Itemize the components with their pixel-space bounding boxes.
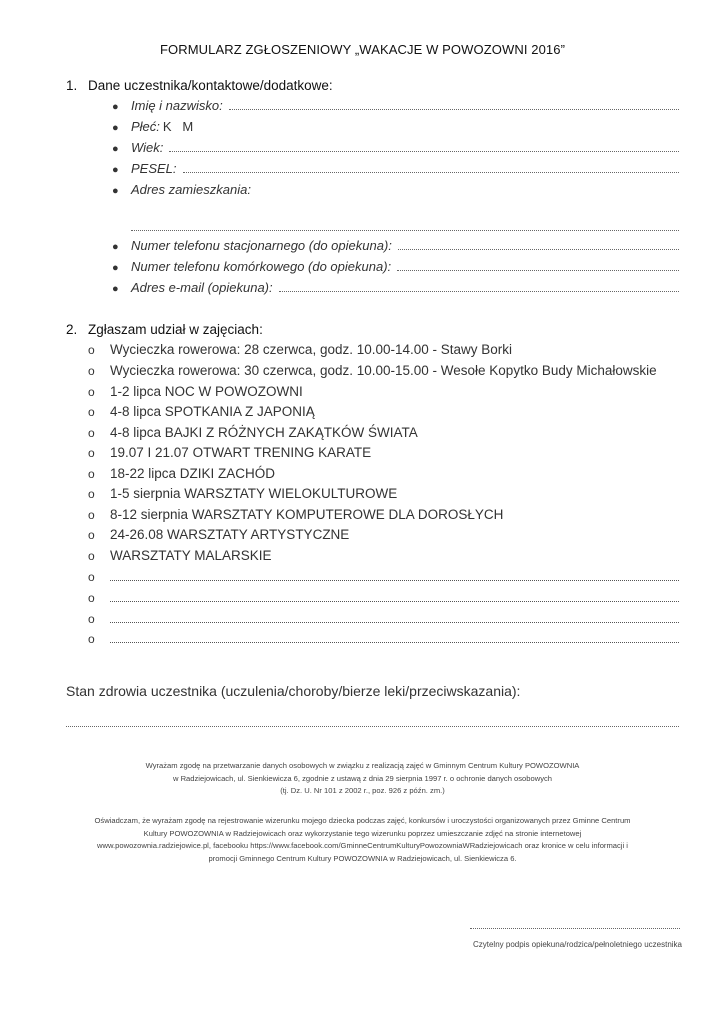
field-mobile[interactable]	[112, 259, 679, 277]
section2-number: 2.	[66, 322, 78, 337]
field-pesel-line[interactable]	[183, 162, 679, 173]
option-label: 1-2 lipca NOC W POWOZOWNI	[110, 384, 303, 399]
option-row[interactable]	[88, 404, 679, 423]
section2-heading	[66, 322, 263, 337]
checkbox-circle-icon[interactable]: o	[88, 487, 95, 501]
option-row[interactable]	[88, 363, 679, 382]
field-address-label: Adres zamieszkania:	[131, 182, 251, 197]
bullet-icon: ●	[112, 283, 119, 295]
blank-option-row[interactable]	[88, 590, 679, 609]
image-consent-line: www.powozownia.radziejowice.pl, facebooku https://www.facebook.com/GminneCentrumKulturyPowozowniaWRadziejowicach oraz kronice w celu informacji i	[97, 841, 628, 851]
checkbox-circle-icon[interactable]: o	[88, 364, 95, 378]
image-consent	[0, 815, 725, 865]
field-mobile-label: Numer telefonu komórkowego (do opiekuna):	[131, 259, 392, 274]
option-row[interactable]	[88, 466, 679, 485]
option-label: 24-26.08 WARSZTATY ARTYSTYCZNE	[110, 527, 350, 542]
option-label: WARSZTATY MALARSKIE	[110, 548, 272, 563]
bullet-icon: ●	[112, 101, 119, 113]
blank-option-line[interactable]	[110, 611, 679, 623]
checkbox-circle-icon[interactable]: o	[88, 508, 95, 522]
form-title: FORMULARZ ZGŁOSZENIOWY „WAKACJE W POWOZOWNI 2016”	[159, 42, 566, 57]
bullet-icon: ●	[112, 164, 119, 176]
option-row[interactable]	[88, 507, 679, 526]
field-email-line[interactable]	[279, 281, 679, 292]
blank-option-line[interactable]	[110, 569, 679, 581]
bullet-icon: ●	[112, 122, 119, 134]
blank-option-row[interactable]	[88, 569, 679, 588]
option-label: 18-22 lipca DZIKI ZACHÓD	[110, 466, 276, 481]
option-label: Wycieczka rowerowa: 30 czerwca, godz. 10.00-15.00 - Wesołe Kopytko Budy Michałowskie	[110, 363, 657, 378]
field-address	[112, 182, 254, 200]
option-label: 4-8 lipca SPOTKANIA Z JAPONIĄ	[110, 404, 315, 419]
field-gender[interactable]	[112, 119, 193, 137]
bullet-icon: ●	[112, 185, 119, 197]
option-row[interactable]	[88, 384, 679, 403]
checkbox-circle-icon[interactable]: o	[88, 405, 95, 419]
section2-title: Zgłaszam udział w zajęciach:	[88, 322, 263, 337]
field-age[interactable]	[112, 140, 679, 158]
field-mobile-line[interactable]	[397, 260, 679, 271]
field-gender-label: Płeć:	[131, 119, 160, 134]
data-consent-line: Wyrażam zgodę na przetwarzanie danych osobowych w związku z realizacją zajęć w Gminnym Centrum Kultury POWOZOWNIA	[145, 761, 580, 770]
checkbox-circle-icon[interactable]: o	[88, 570, 95, 584]
checkbox-circle-icon[interactable]: o	[88, 632, 95, 646]
option-label: 1-5 sierpnia WARSZTATY WIELOKULTUROWE	[110, 486, 398, 501]
field-name[interactable]	[112, 98, 679, 116]
field-landline[interactable]	[112, 238, 679, 256]
option-label: 8-12 sierpnia WARSZTATY KOMPUTEROWE DLA DOROSŁYCH	[110, 507, 504, 522]
field-gender-value[interactable]: K M	[162, 119, 194, 134]
section1-title: Dane uczestnika/kontaktowe/dodatkowe:	[88, 78, 333, 93]
data-consent-line: (tj. Dz. U. Nr 101 z 2002 r., poz. 926 z późn. zm.)	[280, 786, 445, 796]
option-row[interactable]	[88, 486, 679, 505]
field-pesel[interactable]	[112, 161, 679, 179]
field-email[interactable]	[112, 280, 679, 298]
checkbox-circle-icon[interactable]: o	[88, 385, 95, 399]
field-landline-label: Numer telefonu stacjonarnego (do opiekuna):	[131, 238, 392, 253]
bullet-icon: ●	[112, 241, 119, 253]
signature-line[interactable]	[470, 928, 680, 929]
checkbox-circle-icon[interactable]: o	[88, 612, 95, 626]
image-consent-line: Oświadczam, że wyrażam zgodę na rejestrowanie wizerunku mojego dziecka podczas zajęć, konkursów i uroczystości organizowanych przez Gminne Centrum	[94, 816, 631, 825]
blank-option-line[interactable]	[110, 590, 679, 602]
option-label: Wycieczka rowerowa: 28 czerwca, godz. 10.00-14.00 - Stawy Borki	[110, 342, 513, 357]
checkbox-circle-icon[interactable]: o	[88, 528, 95, 542]
section1-number: 1.	[66, 78, 78, 93]
field-name-label: Imię i nazwisko:	[131, 98, 223, 113]
health-line[interactable]	[66, 726, 679, 727]
option-row[interactable]	[88, 445, 679, 464]
option-row[interactable]	[88, 548, 679, 567]
checkbox-circle-icon[interactable]: o	[88, 549, 95, 563]
data-consent-line: w Radziejowicach, ul. Sienkiewicza 6, zgodnie z ustawą z dnia 29 sierpnia 1997 r. o ochronie danych osobowych	[172, 773, 553, 783]
option-row[interactable]	[88, 425, 679, 444]
image-consent-line: promocji Gminnego Centrum Kultury POWOZOWNIA w Radziejowicach, ul. Sienkiewicza 6.	[208, 853, 517, 863]
field-age-line[interactable]	[169, 141, 679, 152]
checkbox-circle-icon[interactable]: o	[88, 343, 95, 357]
section1-heading	[66, 78, 333, 93]
checkbox-circle-icon[interactable]: o	[88, 426, 95, 440]
field-pesel-label: PESEL:	[131, 161, 177, 176]
field-address-line[interactable]	[131, 230, 679, 231]
field-age-label: Wiek:	[131, 140, 164, 155]
image-consent-line: Kultury POWOZOWNIA w Radziejowicach oraz wykorzystanie tego wizerunku poprzez umieszczanie zdjęć na stronie internetowej	[143, 828, 582, 838]
checkbox-circle-icon[interactable]: o	[88, 591, 95, 605]
field-email-label: Adres e-mail (opiekuna):	[131, 280, 273, 295]
checkbox-circle-icon[interactable]: o	[88, 446, 95, 460]
checkbox-circle-icon[interactable]: o	[88, 467, 95, 481]
option-row[interactable]	[88, 342, 679, 361]
bullet-icon: ●	[112, 143, 119, 155]
option-row[interactable]	[88, 527, 679, 546]
option-label: 19.07 I 21.07 OTWART TRENING KARATE	[110, 445, 372, 460]
blank-option-row[interactable]	[88, 631, 679, 650]
data-consent	[0, 760, 725, 798]
blank-option-row[interactable]	[88, 611, 679, 630]
health-label: Stan zdrowia uczestnika (uczulenia/choroby/bierze leki/przeciwskazania):	[66, 683, 521, 699]
option-label: 4-8 lipca BAJKI Z RÓŻNYCH ZAKĄTKÓW ŚWIATA	[110, 425, 418, 440]
field-name-line[interactable]	[229, 99, 679, 110]
bullet-icon: ●	[112, 262, 119, 274]
blank-option-line[interactable]	[110, 631, 679, 643]
signature-caption: Czytelny podpis opiekuna/rodzica/pełnoletniego uczestnika	[472, 940, 682, 949]
field-landline-line[interactable]	[398, 239, 679, 250]
